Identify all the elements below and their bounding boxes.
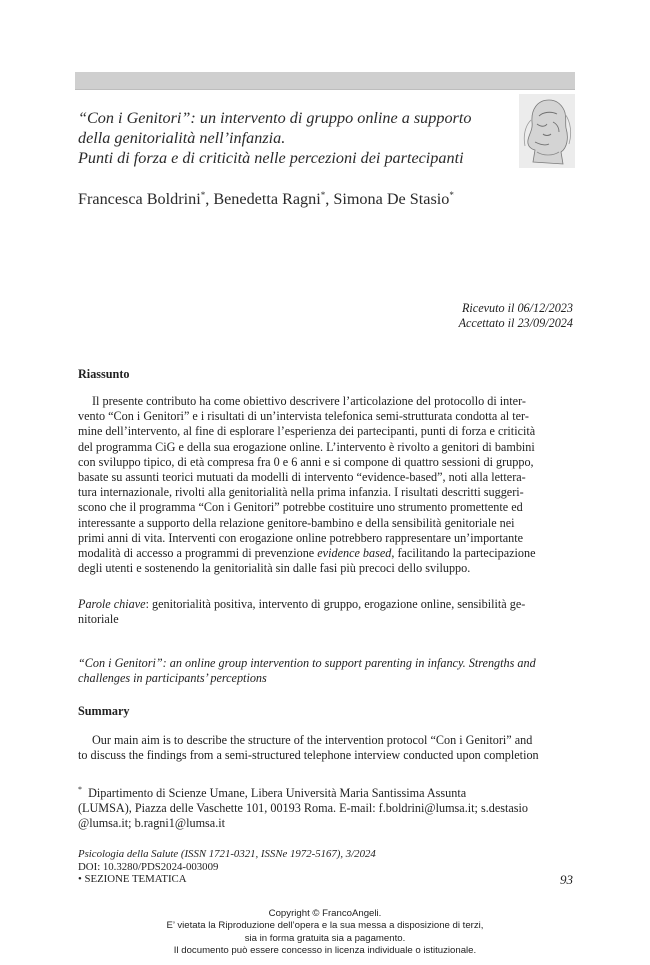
title-line: della genitorialità nell’infanzia. [78, 129, 286, 147]
title-line: challenges in participants’ perceptions [78, 671, 267, 686]
copyright-line: Il documento può essere concesso in licenza individuale o istituzionale. [173, 944, 477, 956]
accepted-date: Accettato il 23/09/2024 [458, 316, 573, 330]
section-label: • SEZIONE TEMATICA [78, 873, 187, 885]
copyright-notice [0, 908, 650, 957]
text-line [78, 782, 574, 801]
text-line: Il presente contributo ha come obiettivo descrivere l’articolazione del protocollo di inter- [92, 394, 526, 408]
submission-dates [459, 301, 573, 331]
doi: DOI: 10.3280/PDS2024-003009 [78, 860, 219, 873]
summary-heading: Summary [78, 704, 130, 718]
copyright-line: Copyright © FrancoAngeli. [268, 908, 382, 919]
text-line: interessante a supporto della relazione genitore-bambino e della sensibilità genitoriale nei [78, 515, 515, 530]
riassunto-body [78, 394, 573, 576]
affiliation-footnote [78, 782, 574, 832]
text-line [78, 546, 573, 561]
text-line: basate su assunti teorici mutuati da modelli di intervento “evidence-based”, noti alla lettera- [78, 470, 526, 485]
text-line: con sviluppo tipico, di età compresa fra 0 e 6 anni e si compone di quattro sessioni di gruppo, [78, 454, 534, 469]
received-date: Ricevuto il 06/12/2023 [461, 301, 573, 315]
footnote-mark: * [78, 785, 82, 794]
text-line: mine dell’intervento, al fine di esplorare l’esperienza dei partecipanti, punti di forza e criticità [78, 424, 536, 439]
text-fragment: Dipartimento di Scienze Umane, Libera Università Maria Santissima Assunta [88, 786, 467, 800]
title-line: Punti di forza e di criticità nelle percezioni dei partecipanti [78, 149, 464, 167]
copyright-line: E’ vietata la Riproduzione dell’opera e la sua messa a disposizione di terzi, [166, 920, 484, 932]
copyright-line: sia in forma gratuita sia a pagamento. [244, 932, 406, 944]
title-line: “Con i Genitori”: un intervento di gruppo online a supporto [78, 109, 472, 127]
text-fragment: modalità di accesso a programmi di prevenzione [78, 546, 318, 561]
english-title [78, 656, 578, 686]
keywords [78, 597, 573, 627]
text-line: (LUMSA), Piazza delle Vaschette 101, 00193 Roma. E-mail: f.boldrini@lumsa.it; s.destasio [78, 801, 529, 816]
text-fragment-italic: evidence based [317, 546, 392, 561]
keywords-label: Parole chiave [78, 597, 146, 611]
text-line: scono che il programma “Con i Genitori” potrebbe costituire uno strumento promettente ed [78, 500, 523, 515]
riassunto-heading: Riassunto [78, 367, 130, 381]
journal-info [78, 848, 578, 886]
text-line: vento “Con i Genitori” e i risultati di un’intervista telefonica semi-strutturata condotta al ter- [78, 409, 529, 424]
text-line: nitoriale [78, 612, 119, 627]
author-name: Simona De Stasio [333, 190, 450, 208]
text-line: del programma CiG e della sua erogazione online. L’intervento è rivolto a genitori di bambini [78, 439, 535, 454]
journal-portrait-logo [519, 94, 575, 168]
text-line: degli utenti e sostenendo la genitorialità sin dalle fasi più precoci dello sviluppo. [78, 561, 471, 576]
article-title [78, 108, 518, 168]
author-mark: * [320, 190, 326, 200]
text-fragment: , facilitando la partecipazione [391, 546, 536, 561]
text-line: tura internazionale, rivolti alla genitorialità nella prima infanzia. I risultati descritti suggeri- [78, 485, 524, 500]
journal-citation: Psicologia della Salute (ISSN 1721-0321, ISSNe 1972-5167), 3/2024 [78, 848, 376, 860]
page-number: 93 [560, 872, 573, 887]
title-line: “Con i Genitori”: an online group intervention to support parenting in infancy. Strengths and [78, 656, 536, 670]
author-mark: * [449, 190, 454, 200]
authors-line: Francesca Boldrini*, Benedetta Ragni*, Simona De Stasio* [78, 190, 454, 208]
text-line [78, 597, 573, 612]
text-line: to discuss the findings from a semi-structured telephone interview conducted upon completion [78, 748, 539, 763]
text-line: Our main aim is to describe the structure of the intervention protocol “Con i Genitori” and [92, 733, 533, 747]
header-bar [75, 72, 575, 90]
text-line: @lumsa.it; b.ragni1@lumsa.it [78, 816, 226, 831]
summary-body [78, 733, 573, 763]
author-name: Francesca Boldrini [78, 190, 201, 208]
keywords-text: : genitorialità positiva, intervento di gruppo, erogazione online, sensibilità ge- [145, 597, 526, 611]
author-mark: * [200, 190, 206, 200]
author-name: Benedetta Ragni [213, 190, 321, 208]
text-line: primi anni di vita. Interventi con erogazione online potrebbero rappresentare un’importante [78, 530, 524, 545]
